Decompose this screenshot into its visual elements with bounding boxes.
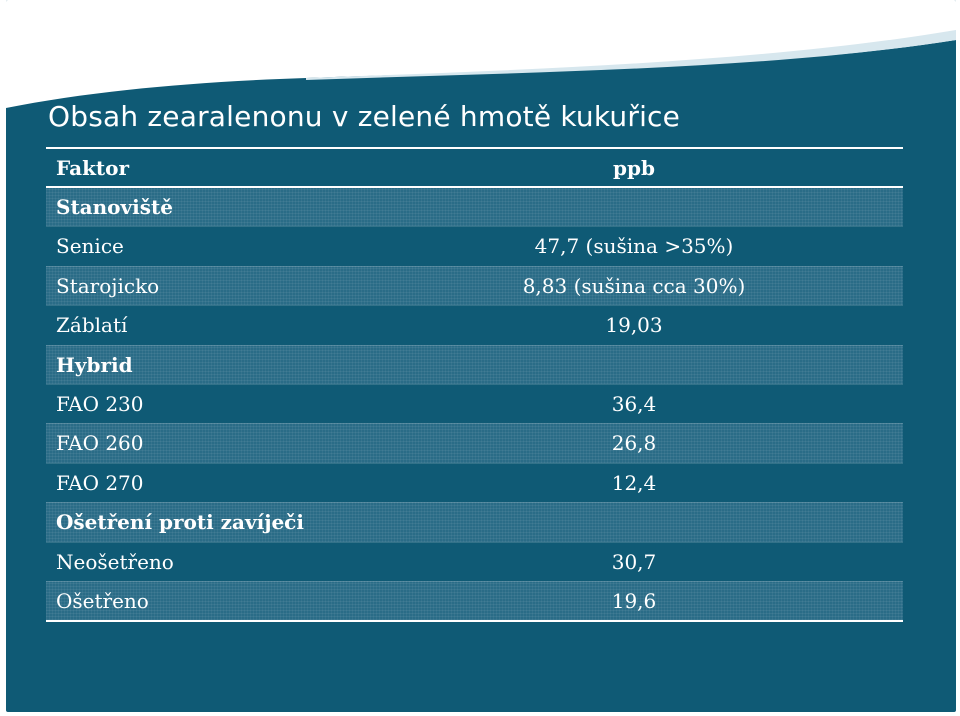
table-row [46, 581, 903, 620]
data-table [46, 147, 903, 622]
factor-cell: FAO 230 [56, 391, 144, 416]
factor-cell: FAO 260 [56, 431, 144, 456]
factor-cell: FAO 270 [56, 470, 144, 495]
value-cell: 8,83 (sušina cca 30%) [522, 273, 746, 298]
slide-title: Obsah zearalenonu v zelené hmotě kukuřice [48, 100, 681, 133]
factor-cell: Starojicko [56, 273, 160, 298]
table-row [46, 226, 903, 265]
header-factor: Faktor [56, 156, 130, 180]
value-cell: 30,7 [611, 549, 657, 574]
value-cell: 47,7 (sušina >35%) [534, 234, 734, 259]
table-row [46, 188, 903, 226]
factor-cell: Ošetřeno [56, 588, 149, 613]
factor-cell: Senice [56, 234, 124, 259]
table-row [46, 423, 903, 462]
slide [6, 0, 956, 712]
table-row [46, 463, 903, 502]
table-body [46, 188, 903, 620]
value-cell: 26,8 [611, 431, 657, 456]
header-unit: ppb [613, 156, 655, 180]
factor-cell: Neošetřeno [56, 549, 174, 574]
table-row [46, 345, 903, 384]
group-label: Hybrid [56, 352, 133, 377]
table-row [46, 266, 903, 305]
value-cell: 12,4 [611, 470, 657, 495]
table-row [46, 305, 903, 344]
table-row [46, 384, 903, 423]
value-cell: 19,6 [611, 588, 657, 613]
value-cell: 36,4 [611, 391, 657, 416]
table-row [46, 502, 903, 541]
table-row [46, 542, 903, 581]
factor-cell: Záblatí [56, 313, 128, 338]
group-label: Stanoviště [56, 195, 173, 219]
group-label: Ošetření proti zavíječi [56, 510, 304, 535]
table-header-row [46, 149, 903, 188]
value-cell: 19,03 [605, 313, 663, 338]
